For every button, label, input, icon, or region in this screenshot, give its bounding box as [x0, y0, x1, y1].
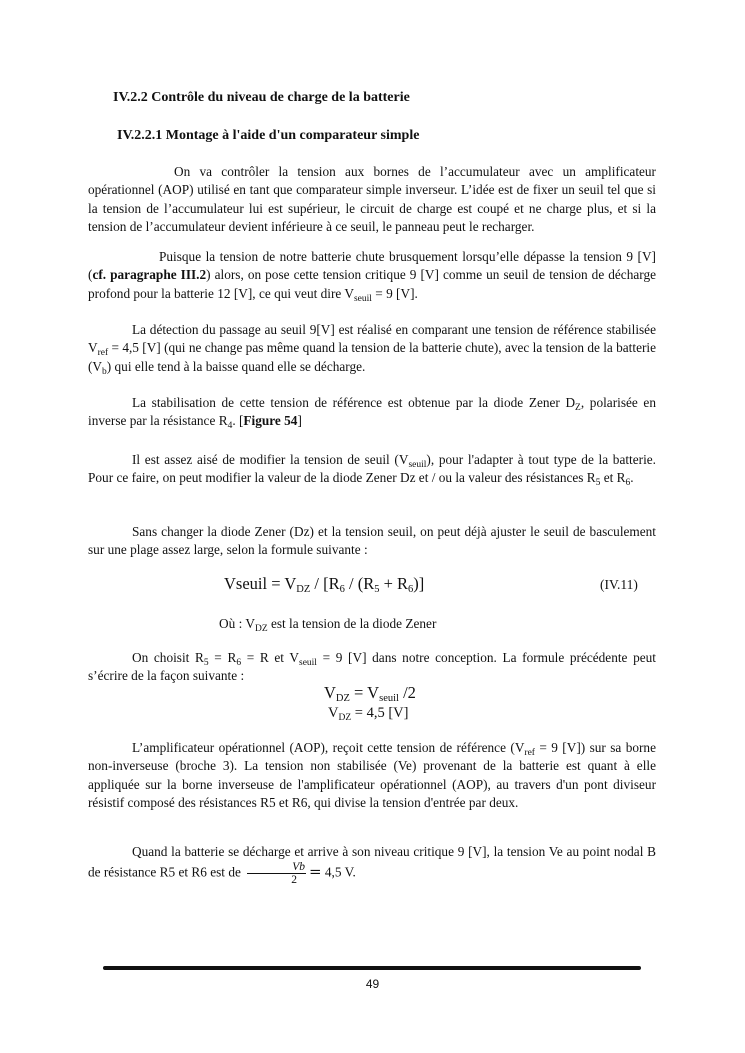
- paragraph-formula-intro: Sans changer la diode Zener (Dz) et la tension seuil, on peut déjà ajuster le seuil de basculement sur une plage assez large, selon la formule suivante :: [88, 524, 656, 558]
- fraction-vb-over-2: $\frac{Vb}{2}$: [247, 861, 306, 886]
- page-number: 49: [365, 977, 380, 991]
- equation-number: (IV.11): [600, 577, 638, 592]
- equation-note: Où : $V_{DZ}$ est la tension de la diode Zener: [219, 616, 437, 634]
- paragraph-aop: L’amplificateur opérationnel (AOP), reçoit cette tension de référence ($V_{ref} = 9$ [V]) sur sa borne non-inverseuse (broche 3). La tension non stabilisée (Ve) provenant de la batterie est quant à elle appliquée sur la borne inverseuse de l'amplificateur opérationnel (AOP), au travers d'un pont diviseur résistif composé des résistances R5 et R6, qui divise la tension d'entrée par deux.: [88, 740, 656, 810]
- equation-vdz-ratio: $V_{DZ} = V_{seuil}$ /2: [324, 683, 416, 704]
- paragraph-critical-voltage: Puisque la tension de notre batterie chute brusquement lorsqu’elle dépasse la tension 9 [V] (cf. paragraphe III.2) alors, on pose cette tension critique 9 [V] comme un seuil de tension de décharge profond pour la batterie 12 [V], ce qui veut dire $V_{seuil} = 9$ [V].: [88, 249, 656, 304]
- equation-vdz-value: $V_{DZ} = 4,5$ [V]: [328, 705, 409, 723]
- equation-vseuil: Vseuil = $V_{DZ} / [R_6 / (R_5 + R_6)]$: [224, 574, 425, 595]
- section-heading: IV.2.2 Contrôle du niveau de charge de la batterie: [113, 90, 410, 105]
- paragraph-threshold: Il est assez aisé de modifier la tension de seuil $(V_{seuil})$, pour l'adapter à tout type de la batterie. Pour ce faire, on peut modifier la valeur de la diode Zener Dz et / ou la valeur des résistances $R_5$ et $R_6$.: [88, 452, 656, 489]
- subsection-heading: IV.2.2.1 Montage à l'aide d'un comparateur simple: [117, 128, 420, 143]
- footer-rule: [103, 966, 641, 970]
- paragraph-detection: La détection du passage au seuil 9[V] est réalisé en comparant une tension de référence stabilisée $V_{ref} = 4,5$ [V] (qui ne change pas même quand la tension de la batterie chute), avec la tension de la batterie $(V_b)$ qui elle tend à la baisse quand elle se décharge.: [88, 322, 656, 377]
- paragraph-stabilisation: La stabilisation de cette tension de référence est obtenue par la diode Zener $D_Z$, polarisée en inverse par la résistance $R_4$. [Figure 54]: [88, 395, 656, 432]
- paragraph-discharge: Quand la batterie se décharge et arrive à son niveau critique 9 [V], la tension Ve au point nodal B de résistance R5 et R6 est de $\frac{Vb}{2}$ = 4,5 V.: [88, 844, 656, 887]
- paragraph-intro: On va contrôler la tension aux bornes de l’accumulateur avec un amplificateur opérationnel (AOP) utilisé en tant que comparateur simple inverseur. L’idée est de fixer un seuil tel que si la tension de l’accumulateur lui est supérieur, le circuit de charge est coupé et ne charge plus, et si la tension de l’accumulateur devient inférieure à ce seuil, le panneau peut le recharger.: [88, 164, 656, 234]
- paragraph-choice: On choisit $R_5 = R_6 = R$ et $V_{seuil} = 9$ [V] dans notre conception. La formule précédente peut s’écrire de la façon suivante :: [88, 650, 656, 684]
